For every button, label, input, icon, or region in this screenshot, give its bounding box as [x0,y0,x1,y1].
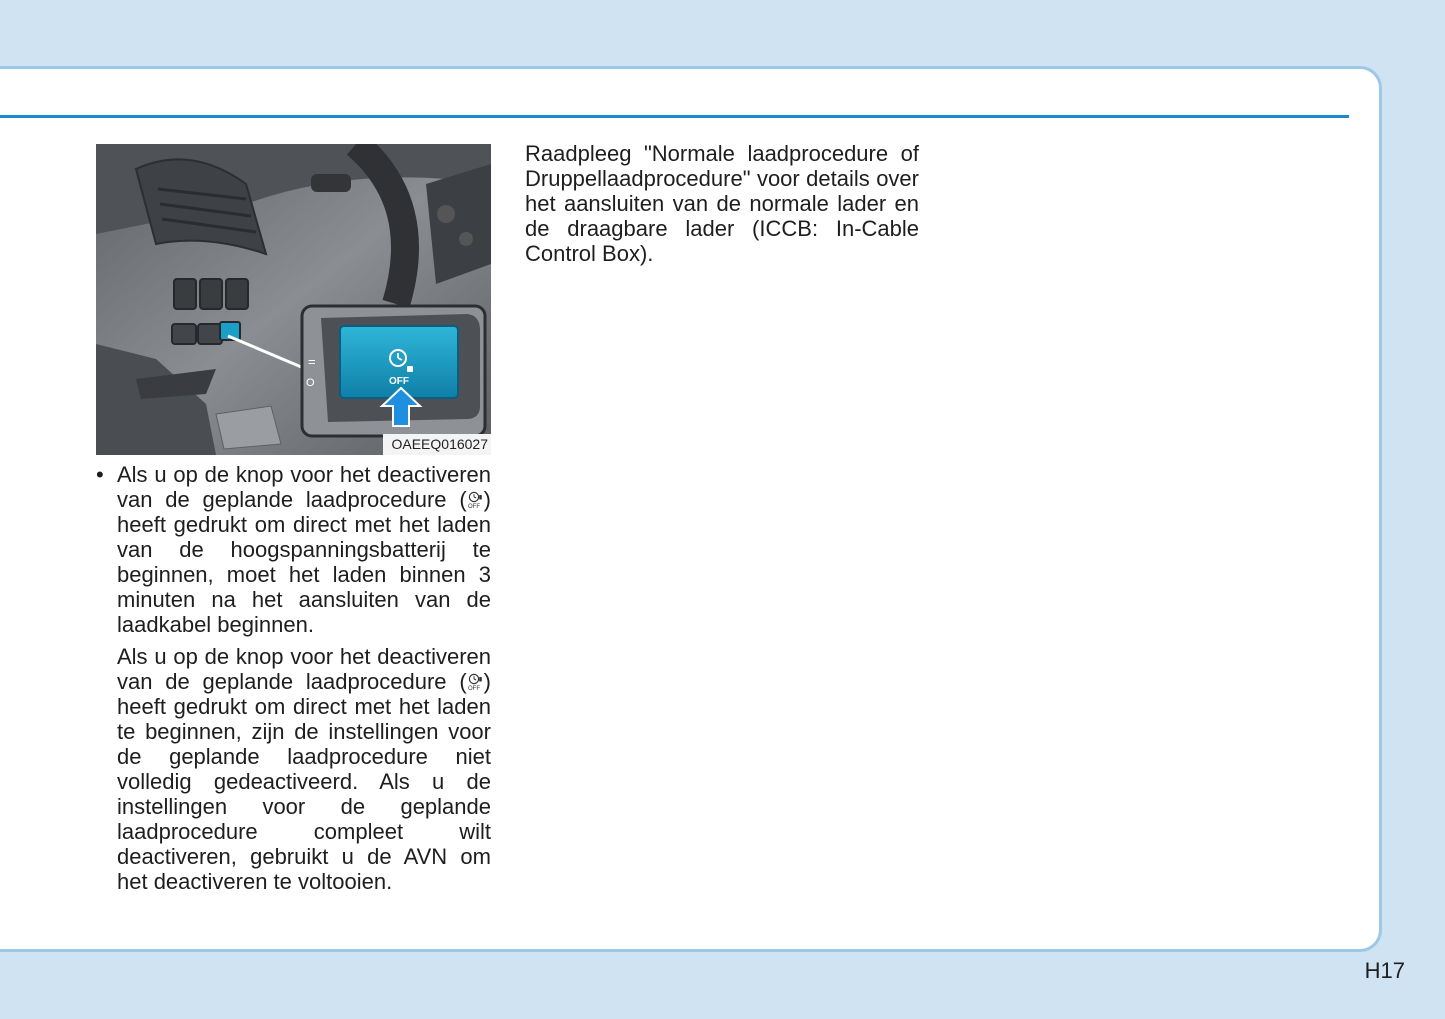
paragraph-two-start: Als u op de knop voor het deactiveren van de geplande laadprocedure ( [117,644,491,694]
button-caption: OFF [389,376,409,387]
dashboard-figure [96,144,491,455]
bullet-text-start: Als u op de knop voor het deactiveren van de geplande laadprocedure ( [117,462,491,512]
right-column [525,141,919,266]
figure-code: OAEEQ016027 [383,434,491,455]
svg-text:OFF: OFF [467,504,480,510]
svg-text:O: O [306,377,315,389]
page-number: H17 [1364,958,1405,983]
paragraph-two [96,644,491,894]
right-paragraph: Raadpleeg "Normale laadprocedure of Druppellaadprocedure" voor details over het aansluiten van de normale lader en de draagbare lader (ICCB: In-Cable Control Box). [525,141,919,266]
dashboard-illustration [96,144,491,455]
bullet-symbol: • [96,462,104,487]
clock-plug-off-icon [467,491,484,510]
header-rule [0,115,1349,118]
svg-text:=: = [308,354,316,369]
svg-text:OFF: OFF [467,686,480,692]
bullet-text-end: ) heeft gedrukt om direct met het laden van de hoogspanningsbatterij te beginnen, moet het laden binnen 3 minuten na het aansluiten van de laadkabel beginnen. [117,487,491,637]
left-column [96,462,491,894]
clock-plug-off-icon [467,673,484,692]
paragraph-two-end: ) heeft gedrukt om direct met het laden te beginnen, zijn de instellingen voor de geplande laadprocedure niet volledig gedeactiveerd. Als u de instellingen voor de geplande laadprocedure compleet wilt deactiveren, gebruikt u de AVN om het deactiveren te voltooien. [117,669,491,894]
bullet-item [96,462,491,637]
